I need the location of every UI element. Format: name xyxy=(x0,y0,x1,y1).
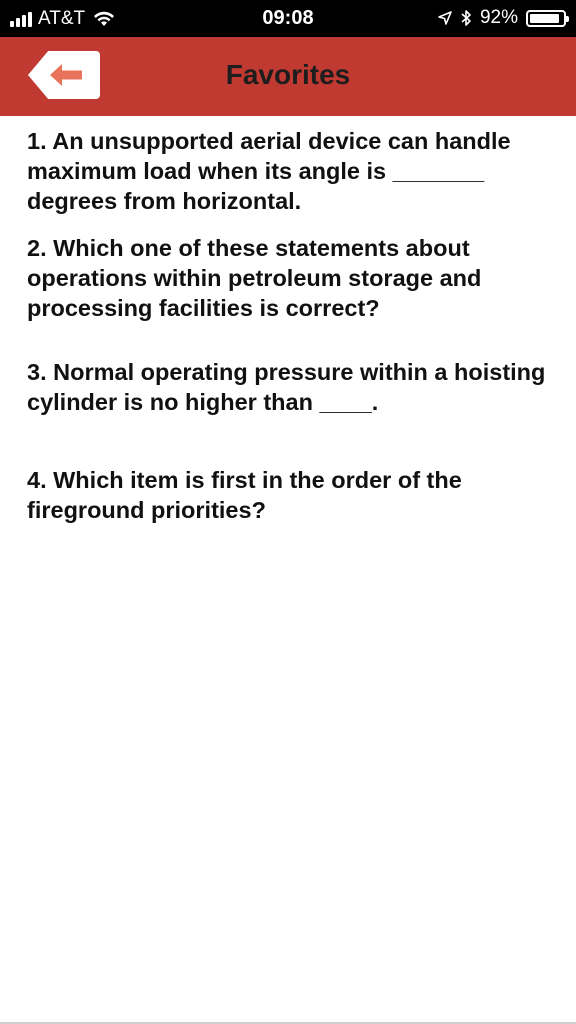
battery-icon xyxy=(526,10,566,27)
location-icon xyxy=(438,11,452,25)
page-title: Favorites xyxy=(225,59,351,90)
battery-fill xyxy=(530,14,559,23)
list-item[interactable]: 2. Which one of these statements about operations within petroleum storage and processing facilities is correct? xyxy=(27,235,482,321)
carrier-name: AT&T xyxy=(38,8,86,29)
battery-nub xyxy=(566,16,569,22)
nav-bar xyxy=(0,37,576,116)
status-right xyxy=(438,7,566,29)
battery-percent: 92% xyxy=(479,7,518,28)
list-item[interactable]: 1. An unsupported aerial device can handle maximum load when its angle is _______ degrees from horizontal. xyxy=(27,128,511,214)
list-item[interactable]: 4. Which item is first in the order of the fireground priorities? xyxy=(27,467,462,523)
status-bar xyxy=(0,0,576,37)
bluetooth-icon xyxy=(460,9,472,27)
list-item[interactable]: 3. Normal operating pressure within a hoisting cylinder is no higher than ____. xyxy=(27,359,546,415)
status-time: 09:08 xyxy=(262,7,314,29)
